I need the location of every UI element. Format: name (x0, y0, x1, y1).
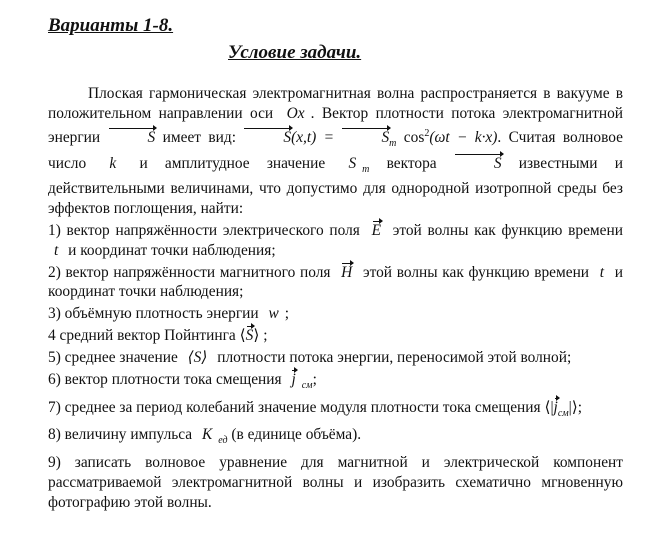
intro-text-5: и амплитудное значение (139, 154, 326, 172)
item-9: 9) записать волновое уравнение для магнитной и электрической компонент рассматриваемой электромагнитной волны и изобразить схематично мгновенную фотографию этой волны. (48, 454, 623, 511)
condition-heading: Условие задачи. (228, 42, 362, 63)
formula-power: 2 (424, 127, 430, 139)
formula-argument: (ωt − k·x) (429, 128, 498, 146)
formula-cos: cos (403, 128, 425, 146)
problem-body (48, 84, 623, 515)
j-sub: см (301, 379, 313, 391)
vector-S-symbol-2: S (454, 154, 502, 174)
formula-m-sub: m (389, 137, 397, 149)
intro-text-6: вектора (386, 154, 437, 172)
vector-S-symbol: S (108, 128, 156, 148)
Sm-symbol: S (348, 154, 357, 172)
item-3: 3) объёмную плотность энергии w ; (48, 305, 290, 323)
vector-E-symbol: E (371, 222, 381, 240)
K-sub: ед (218, 435, 228, 447)
intro-text-4: . Считая волновое число (48, 128, 623, 172)
item-2: 2) вектор напряжённости магнитного поля H этой волны как функцию времени t и координат точки наблюдения; (48, 263, 623, 301)
j-sub-2: см (557, 407, 569, 419)
item-5: 5) среднее значение ⟨S⟩ плотности потока энергии, переносимой этой волной; (48, 348, 572, 366)
intro-text-2: . Вектор плотности потока электромагнитной энергии (48, 104, 624, 146)
formula-S-symbol: S (243, 128, 291, 148)
vector-H-symbol: H (341, 263, 353, 281)
formula-Sm-symbol: S (341, 128, 389, 148)
t-symbol: t (54, 241, 59, 259)
item-1: 1) вектор напряжённости электрического поля E этой волны как функцию времени t и координат точки наблюдения; (48, 222, 623, 259)
Sm-sub: m (362, 163, 370, 175)
t-symbol-2: t (599, 263, 605, 281)
intro-text-1: Плоская гармоническая электромагнитная волна распространяется в вакууме в положительном направлении оси (48, 85, 623, 122)
intro-text-3: имеет вид: (162, 128, 236, 146)
formula-lhs: (x,t) = (291, 128, 335, 146)
item-4: 4 средний вектор Пойнтинга ⟨S⟩ ; (48, 327, 268, 345)
intro-paragraph (48, 84, 623, 219)
K-symbol: K (202, 426, 213, 444)
w-symbol: w (268, 305, 279, 323)
item-7: 7) среднее за период колебаний значение модуля плотности тока смещения $⟨|j_{см}|⟩$; (48, 398, 583, 419)
mean-S-symbol: ⟨S⟩ (187, 348, 208, 366)
variants-heading: Варианты 1-8. (48, 15, 174, 36)
k-symbol: k (109, 154, 117, 172)
item-8: 8) величину импульса K $_{ед}$ (в единице объёма). (48, 426, 362, 447)
vector-j-symbol-2: j (553, 398, 558, 416)
vector-j-symbol: j (291, 370, 296, 388)
axis-symbol: Ox (286, 104, 305, 122)
intro-text-7: известными и действительными величинами, что допустимо для однородной изотропной среды без эффектов поглощения, найти: (48, 154, 623, 218)
item-6: 6) вектор плотности тока смещения j $_{см}$; (48, 370, 317, 391)
vector-S-symbol-3: S (245, 327, 254, 345)
